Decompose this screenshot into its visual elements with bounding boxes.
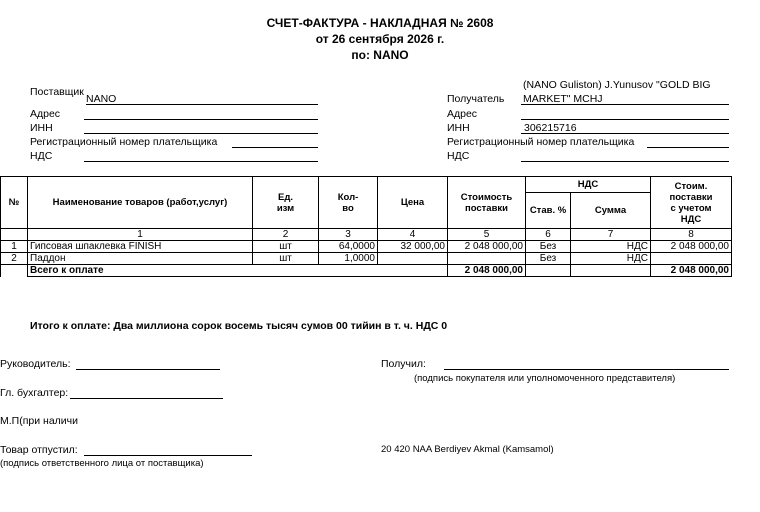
total-label: Всего к оплате xyxy=(28,265,448,277)
cell-num: 2 xyxy=(1,253,28,265)
recipient-value-line1: (NANO Guliston) J.Yunusov "GOLD BIG xyxy=(523,79,711,91)
recipient-value-line2: MARKET" MCHJ xyxy=(523,93,603,105)
recipient-reg-line xyxy=(647,147,729,148)
director-label: Руководитель: xyxy=(0,358,71,370)
recipient-label: Получатель xyxy=(447,93,505,105)
invoice-table xyxy=(0,176,732,277)
recipient-reg-label: Регистрационный номер плательщика xyxy=(447,136,635,148)
total-with-vat: 2 048 000,00 xyxy=(651,265,732,277)
cell-vat-sum: НДС xyxy=(571,253,651,265)
released-label: Товар отпустил: xyxy=(0,444,78,456)
total-cost: 2 048 000,00 xyxy=(448,265,526,277)
supplier-underline xyxy=(86,104,318,105)
accountant-label: Гл. бухгалтер: xyxy=(0,387,69,399)
recipient-vat-line xyxy=(521,161,729,162)
document-by: по: NANO xyxy=(351,48,409,62)
header-cost: Стоимость поставки xyxy=(448,177,526,229)
col-number: 5 xyxy=(448,229,526,241)
col-number: 6 xyxy=(526,229,571,241)
col-number: 8 xyxy=(651,229,732,241)
recipient-inn-value: 306215716 xyxy=(524,122,577,134)
received-signature-line xyxy=(444,369,729,370)
cell-total xyxy=(651,253,732,265)
cell-qty: 1,0000 xyxy=(319,253,378,265)
supplier-reg-label: Регистрационный номер плательщика xyxy=(30,136,218,148)
supplier-inn-label: ИНН xyxy=(30,122,53,134)
col-number: 7 xyxy=(571,229,651,241)
cell-price: 32 000,00 xyxy=(378,241,448,253)
cell-vat-sum: НДС xyxy=(571,241,651,253)
recipient-address-line xyxy=(521,119,729,120)
recipient-inn-label: ИНН xyxy=(447,122,470,134)
cell-vat-rate: Без xyxy=(526,253,571,265)
recipient-inn-line xyxy=(521,133,729,134)
received-label: Получил: xyxy=(381,358,426,370)
stamp-label: М.П(при наличи xyxy=(0,415,78,427)
table-row xyxy=(1,241,732,253)
header-price: Цена xyxy=(378,177,448,229)
header-name: Наименование товаров (работ,услуг) xyxy=(28,177,253,229)
supplier-value: NANO xyxy=(86,93,117,105)
col-number: 3 xyxy=(319,229,378,241)
cell-unit: шт xyxy=(253,253,319,265)
table-row xyxy=(1,253,732,265)
supplier-reg-line xyxy=(232,147,318,148)
header-vat-rate: Став. % xyxy=(526,193,571,229)
header-qty: Кол- во xyxy=(319,177,378,229)
released-signature-line xyxy=(84,455,252,456)
header-unit: Ед. изм xyxy=(253,177,319,229)
cell-unit: шт xyxy=(253,241,319,253)
recipient-vat-label: НДС xyxy=(447,150,470,162)
cell-price xyxy=(378,253,448,265)
cell-qty: 64,0000 xyxy=(319,241,378,253)
received-caption: (подпись покупателя или уполномоченного представителя) xyxy=(414,373,676,384)
total-row xyxy=(1,265,732,277)
cell-cost: 2 048 000,00 xyxy=(448,241,526,253)
accountant-signature-line xyxy=(70,398,223,399)
cell-num: 1 xyxy=(1,241,28,253)
cell-cost xyxy=(448,253,526,265)
col-number: 4 xyxy=(378,229,448,241)
supplier-address-label: Адрес xyxy=(30,108,61,120)
cell-total: 2 048 000,00 xyxy=(651,241,732,253)
header-vat: НДС xyxy=(526,177,651,193)
supplier-inn-line xyxy=(84,133,318,134)
supplier-vat-line xyxy=(84,161,318,162)
released-caption: (подпись ответственного лица от поставщика) xyxy=(0,458,204,469)
supplier-label: Поставщик xyxy=(30,86,84,98)
recipient-underline xyxy=(521,104,729,105)
supplier-vat-label: НДС xyxy=(30,150,53,162)
cell-name: Паддон xyxy=(28,253,253,265)
director-signature-line xyxy=(76,369,220,370)
document-title: СЧЕТ-ФАКТУРА - НАКЛАДНАЯ № 2608 xyxy=(266,16,494,30)
header-vat-sum: Сумма xyxy=(571,193,651,229)
total-in-words: Итого к оплате: Два миллиона сорок восемь тысяч сумов 00 тийин в т. ч. НДС 0 xyxy=(30,320,448,332)
col-number: 1 xyxy=(28,229,253,241)
document-date: от 26 сентября 2026 г. xyxy=(315,32,445,46)
recipient-address-label: Адрес xyxy=(447,108,478,120)
column-number-row xyxy=(1,229,732,241)
header-num: № xyxy=(1,177,28,229)
cell-vat-rate: Без xyxy=(526,241,571,253)
header-total: Стоим. поставки с учетом НДС xyxy=(651,177,732,229)
supplier-address-line xyxy=(84,119,318,120)
col-number: 2 xyxy=(253,229,319,241)
cell-name: Гипсовая шпаклевка FINISH xyxy=(28,241,253,253)
driver-info: 20 420 NAA Berdiyev Akmal (Kamsamol) xyxy=(381,444,554,455)
